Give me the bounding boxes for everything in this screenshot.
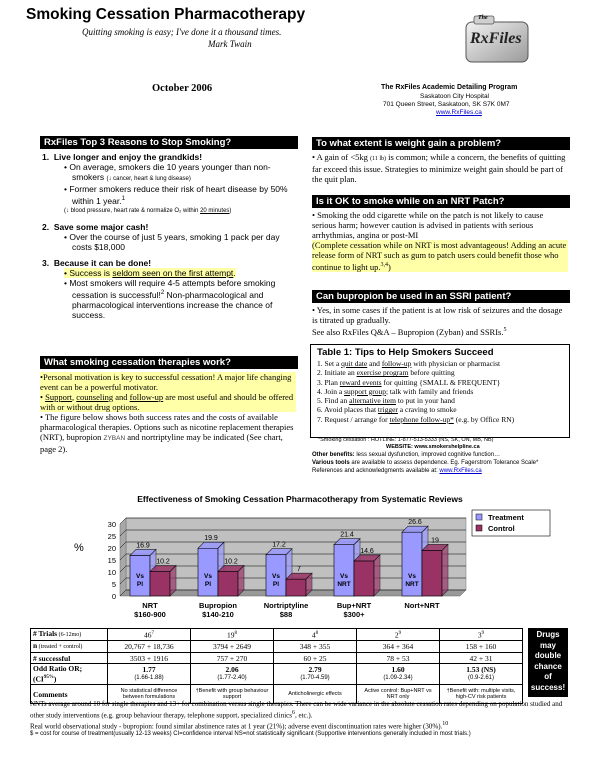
- data-label-treatment: 26.6: [408, 519, 422, 527]
- data-label-control: 19: [431, 537, 439, 545]
- table-cell-or: 1.60 (1.09-2.34): [357, 664, 440, 685]
- ssri-text: • Yes, in some cases if the patient is at low risk of seizures and the dosage is titrated up gradually. See also RxFiles Q&A – Bupropion (Zyban) and SSRIs.$^5$: [312, 305, 568, 337]
- reason-2-bullet-1: • Over the course of just 5 years, smoking 1 pack per day costs $18,000: [64, 231, 280, 252]
- row-label: n (treated + control): [31, 641, 108, 653]
- bar-inner-label: Vs: [340, 573, 348, 580]
- weight-header: To what extent is weight gain a problem?: [312, 137, 570, 150]
- reasons-list: [42, 152, 294, 320]
- table-cell-or: 1.53 (NS) (0.9-2.61): [440, 664, 523, 685]
- bar-inner-label: Pl: [136, 581, 144, 588]
- bar-control: [354, 555, 380, 596]
- x-category-label: Bup+NRT: [336, 601, 372, 610]
- x-category-label: NRT: [142, 601, 158, 610]
- bar-inner-label: NRT: [405, 581, 419, 588]
- data-label-control: 14.6: [360, 547, 374, 555]
- reason-1-bullet-2: • Former smokers reduce their risk of heart disease by 50% within 1 year.$^1$: [64, 184, 288, 206]
- table-cell: $2^9$: [357, 629, 440, 641]
- success-box-line: success!: [530, 682, 566, 692]
- org-line2: Saskatoon City Hospital: [420, 93, 490, 100]
- table-cell-or: 2.06 (1.77-2.40): [191, 664, 274, 685]
- bar-inner-label: Vs: [272, 573, 280, 580]
- tip-item: 7. Request / arrange for telephone follow-up* (e.g. by Office RN): [317, 414, 515, 424]
- reason-3-bullet-1: • Success is seldom seen on the first attempt.: [64, 267, 236, 278]
- bar-inner-label: Vs: [408, 573, 416, 580]
- x-category-cost: $88: [279, 610, 293, 619]
- tips-table-title: Table 1: Tips to Help Smokers Succeed: [317, 347, 494, 358]
- rxfiles-logo: [460, 14, 534, 72]
- table-cell: 60 + 25: [274, 653, 357, 664]
- y-tick-label: 0: [111, 592, 116, 601]
- org-program: Academic Detailing Program: [420, 84, 518, 91]
- table-cell: 757 + 270: [191, 653, 274, 664]
- bar-control: [422, 544, 448, 596]
- footer-real-world: Real world observational study - bupropion: found similar abstinence rates at 1 year (21%); adverse event discontinuation rates were higher (30%).$^{10}$: [30, 720, 449, 730]
- logo-rxfiles: RxFiles: [470, 30, 522, 47]
- success-box-line: Drugs: [536, 630, 560, 639]
- nrt-patch-header: Is it OK to smoke while on an NRT Patch?: [312, 195, 570, 208]
- x-category-cost: $140-210: [202, 610, 234, 619]
- issue-date: October 2006: [152, 83, 213, 94]
- table-cell-comment: †Benefit with: multiple visits, high-CV risk patients: [440, 685, 523, 704]
- bar-inner-label: Pl: [204, 581, 212, 588]
- reason-1-bullet-1: • On average, smokers die 10 years younger than non-smokers (↓ cancer, heart & lung disease): [64, 162, 271, 182]
- bar-control-front: [422, 550, 442, 596]
- therapies-p2: • Support, counseling and follow-up are most useful and should be offered with or without drug options.: [40, 392, 296, 412]
- table-cell-or: 1.77 (1.66-1.88): [108, 664, 191, 685]
- y-tick-label: 5: [111, 580, 116, 589]
- bar-inner-label: Vs: [204, 573, 212, 580]
- reason-2-title: 2. Save some major cash!: [42, 221, 149, 232]
- bar-control: [286, 573, 312, 596]
- tip-item: 2. Initiate an exercise program before quitting: [317, 368, 455, 378]
- therapies-text: [40, 372, 296, 454]
- stats-table-wrap: [30, 628, 523, 704]
- data-label-control: 7: [297, 566, 301, 574]
- y-tick-label: 10: [107, 568, 116, 577]
- table-cell: 3503 + 1916: [108, 653, 191, 664]
- table-cell: 348 + 355: [274, 641, 357, 653]
- y-tick-label: 30: [107, 520, 116, 529]
- reason-3-bullet-2: • Most smokers will require 4-5 attempts before smoking cessation is successful!$^2$ Non-pharmacological and pharmacological interventions increase the chance of success.: [64, 277, 276, 320]
- ssri-header: Can bupropion be used in an SSRI patient?: [312, 290, 570, 303]
- table-row: [31, 653, 523, 664]
- bar-control: [218, 566, 244, 596]
- table-row: [31, 641, 523, 653]
- data-label-treatment: 19.9: [204, 535, 218, 543]
- x-category-cost: $160-900: [134, 610, 166, 619]
- org-name: The RxFiles: [381, 84, 421, 91]
- table-cell: 158 + 160: [440, 641, 523, 653]
- data-label-treatment: 16.9: [136, 542, 150, 550]
- success-box-line: chance: [534, 661, 562, 671]
- row-label: Comments: [31, 685, 108, 704]
- table-cell-comment: †Benefit with group behaviour support: [191, 685, 274, 704]
- quote-author: Mark Twain: [208, 39, 252, 49]
- bar-control-front: [354, 561, 374, 596]
- bar-inner-label: Vs: [136, 573, 144, 580]
- stats-table: [30, 628, 523, 704]
- tip-item: 1. Set a quit date and follow-up with physician or pharmacist: [317, 359, 501, 368]
- nrt-patch-text: • Smoking the odd cigarette while on the patch is not likely to cause serious harm; however caution is advised in patients with serious arrhythmias, angina or post-MI (Complete cessation while on NRT is most advantageous! Adding an acute release form of NRT such as gum to patch users could benefit those who continue to light up.$^{3,4}$): [312, 210, 567, 272]
- row-label: # Trials (6-12mo): [31, 629, 108, 641]
- org-website-link[interactable]: www.RxFiles.ca: [436, 109, 482, 116]
- reason-1-title: 1. Live longer and enjoy the grandkids!: [42, 152, 203, 162]
- bar-inner-label: Pl: [272, 581, 280, 588]
- footer-notes: [30, 700, 568, 739]
- data-label-treatment: 17.2: [272, 541, 286, 549]
- quote: Quitting smoking is easy; I've done it a thousand times.: [82, 27, 282, 37]
- table-cell: 364 + 364: [357, 641, 440, 653]
- table-cell: $46^7$: [108, 629, 191, 641]
- references-link[interactable]: www.RxFiles.ca: [439, 468, 482, 474]
- success-box-line: may: [539, 640, 556, 650]
- bar-inner-label: NRT: [337, 581, 351, 588]
- table-cell: $4^8$: [274, 629, 357, 641]
- bar-control-front: [218, 572, 238, 596]
- tip-item: 3. Plan reward events for quitting {SMALL & FREQUENT}: [317, 377, 501, 387]
- hotline-text: *Smoking cessation : HOTLINE: 1-877-513-5333 (NS, SK, ON, MB, NB): [318, 437, 494, 443]
- bar-control-side: [442, 544, 448, 596]
- table-cell-or: 2.79 (1.70-4.59): [274, 664, 357, 685]
- table-cell: $19^8$: [191, 629, 274, 641]
- bar-control-side: [374, 555, 380, 596]
- success-box: [528, 628, 568, 697]
- x-category-cost: $300+: [343, 610, 365, 619]
- row-label: # successful: [31, 653, 108, 664]
- table-cell: 78 + 53: [357, 653, 440, 664]
- org-address: 701 Queen Street, Saskatoon, SK S7K 0M7: [383, 101, 510, 108]
- bar-control-front: [286, 579, 306, 596]
- success-box-line: double: [534, 651, 562, 660]
- chart-title: Effectiveness of Smoking Cessation Pharmacotherapy from Systematic Reviews: [137, 494, 463, 504]
- legend-label: Control: [488, 524, 515, 533]
- references: References and acknowledgments available at: www.RxFiles.ca: [312, 468, 482, 474]
- assessment-tools: Various tools are available to assess dependence. Eg. Fagerstrom Tolerance Scale*: [312, 460, 539, 466]
- bar-treatment-front: [334, 545, 354, 596]
- reason-3-title: 3. Because it can be done!: [42, 257, 152, 268]
- tip-item: 6. Avoid places that trigger a craving to smoke: [317, 405, 457, 415]
- table-row-odds-ratio: [31, 664, 523, 685]
- table-cell: 3794 + 2649: [191, 641, 274, 653]
- legend-label: Treatment: [488, 513, 524, 522]
- data-label-control: 10.2: [156, 558, 170, 566]
- therapies-p3: • The figure below shows both success rates and the costs of available pharmacological therapies. Options such as nicotine replacement therapies (NRT), bupropion ZYBAN and nortriptyline may be indicated (See chart, page 2).: [40, 412, 294, 454]
- therapies-header: What smoking cessation therapies work?: [40, 356, 298, 369]
- chart-ylabel: %: [74, 542, 84, 554]
- logo-the: The: [478, 15, 488, 21]
- weight-text: • A gain of <5kg (11 lb) is common; while a concern, the benefits of quitting far exceed this issue. Strategies to minimize weight gain should be part of the quit plan.: [312, 152, 566, 184]
- helpline-website[interactable]: WEBSITE: www.smokershelpline.ca: [386, 444, 480, 450]
- tip-item: 4. Join a support group; talk with family and friends: [317, 386, 474, 396]
- success-box-line: of: [544, 672, 552, 681]
- x-category-label: Nort+NRT: [404, 601, 440, 610]
- tip-item: 5. Find an alternative item to put in your hand: [317, 396, 455, 406]
- page-title: Smoking Cessation Pharmacotherapy: [26, 6, 306, 23]
- table-cell-comment: Active control: Bup+NRT vs NRT only: [357, 685, 440, 704]
- y-tick-label: 15: [107, 556, 116, 565]
- data-label-control: 10.2: [224, 558, 238, 566]
- top3-header: RxFiles Top 3 Reasons to Stop Smoking?: [40, 136, 298, 149]
- x-category-label: Nortriptyline: [263, 601, 309, 610]
- tips-table: [310, 344, 570, 438]
- bar-control-front: [150, 572, 170, 596]
- other-benefits: Other benefits: less sexual dysfunction, improved cognitive function…: [312, 452, 501, 458]
- table-cell: $3^9$: [440, 629, 523, 641]
- org-line1: [381, 84, 517, 91]
- table-cell-comment: Anticholinergic effects: [274, 685, 357, 704]
- data-label-treatment: 21.4: [340, 531, 354, 539]
- footer-legend: $ = cost for course of treatment(usually 12-13 weeks) CI=confidence interval NS=not statistically significant (Supportive interventions generally included in most trials.): [30, 731, 471, 738]
- table-cell: 20,767 + 18,736: [108, 641, 191, 653]
- bar-control: [150, 566, 176, 596]
- legend-swatch: [476, 525, 482, 531]
- table-row: [31, 629, 523, 641]
- table-cell-comment: No statistical difference between formulations: [108, 685, 191, 704]
- y-tick-label: 20: [107, 544, 116, 553]
- y-tick-label: 25: [107, 532, 116, 541]
- row-label: Odd Ratio OR; $(CI^{95\%})$: [31, 664, 108, 685]
- x-category-label: Bupropion: [199, 601, 237, 610]
- nrt-highlight: (Complete cessation while on NRT is most advantageous! Adding an acute release form of NRT such as gum to patch users could benefit those who continue to light up.$^{3,4}$): [312, 240, 567, 272]
- footer-nnt: NNTs average around 10 for single therapies and 13+ for combination versus single therapies. There can be wide variance in the absolute cessation rates depending on population studied and other study interventions (e.g. group behaviour therapy, telephone support, specialized clinics$^6$, etc.).: [30, 700, 563, 719]
- legend-swatch: [476, 514, 482, 520]
- therapies-p1: •Personal motivation is key to successful cessation! A major life changing event can be a powerful motivator.: [40, 372, 296, 392]
- reason-1-note: (↓ blood pressure, heart rate & normalize O₂ within 20 minutes): [64, 207, 232, 214]
- ssri-see-also: See also RxFiles Q&A – Bupropion (Zyban) and SSRIs.$^5$: [312, 326, 507, 337]
- tips-list: [311, 359, 569, 424]
- effectiveness-chart: [90, 508, 570, 628]
- table-cell: 42 + 31: [440, 653, 523, 664]
